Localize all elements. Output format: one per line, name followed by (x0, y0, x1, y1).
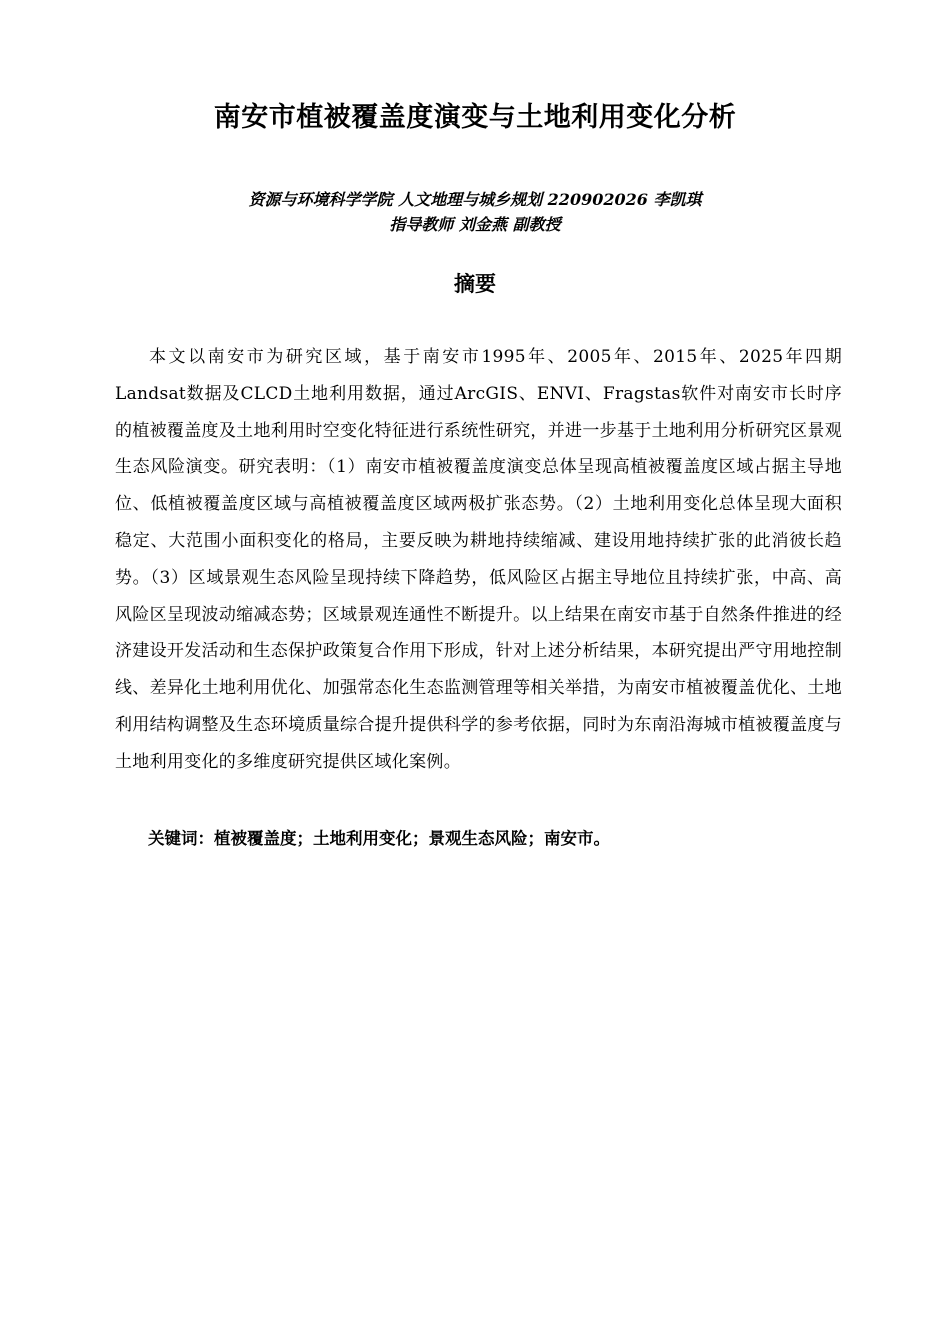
author-info: 资源与环境科学学院 人文地理与城乡规划 220902026 李凯琪 (248, 190, 702, 209)
keywords: 关键词：植被覆盖度；土地利用变化；景观生态风险；南安市。 (148, 829, 610, 848)
advisor-info: 指导教师 刘金燕 副教授 (389, 215, 561, 234)
paper-title: 南安市植被覆盖度演变与土地利用变化分析 (213, 102, 737, 133)
abstract-heading: 摘要 (454, 272, 496, 296)
abstract-body: 本文以南安市为研究区域，基于南安市1995年、2005年、2015年、2025年四期Landsat数据及CLCD土地利用数据，通过ArcGIS、ENVI、Fragstas软件对南安市长时序的植被覆盖度及土地利用时空变化特征进行系统性研究，并进一步基于土地利用分析研究区景观生态风险演变。研究表明：（1）南安市植被覆盖度演变总体呈现高植被覆盖度区域占据主导地位、低植被覆盖度区域与高植被覆盖度区域两极扩张态势。（2）土地利用变化总体呈现大面积稳定、大范围小面积变化的格局，主要反映为耕地持续缩减、建设用地持续扩张的此消彼长趋势。（3）区域景观生态风险呈现持续下降趋势，低风险区占据主导地位且持续扩张，中高、高风险区呈现波动缩减态势；区域景观连通性不断提升。以上结果在南安市基于自然条件推进的经济建设开发活动和生态保护政策复合作用下形成，针对上述分析结果，本研究提出严守用地控制线、差异化土地利用优化、加强常态化生态监测管理等相关举措，为南安市植被覆盖优化、土地利用结构调整及生态环境质量综合提升提供科学的参考依据，同时为东南沿海城市植被覆盖度与土地利用变化的多维度研究提供区域化案例。 (115, 347, 842, 772)
